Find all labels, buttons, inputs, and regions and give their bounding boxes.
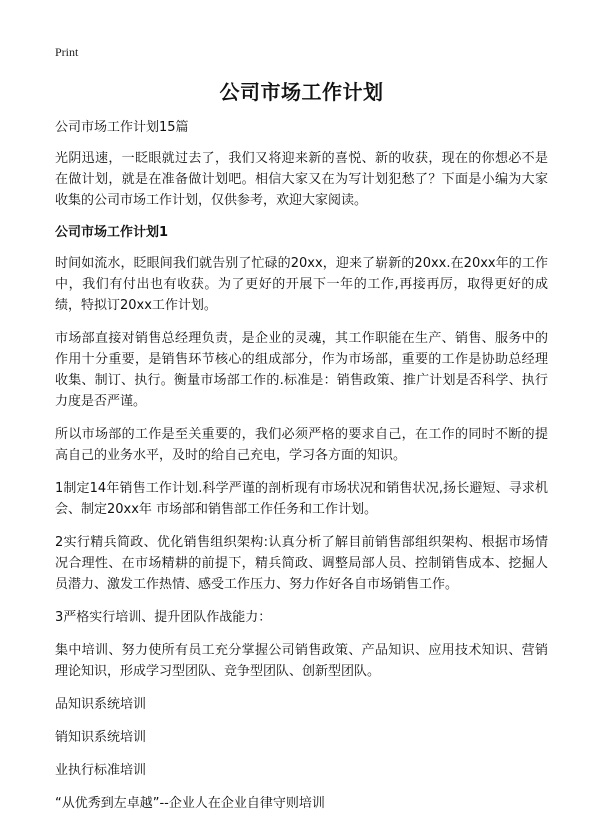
- list-item: 业执行标准培训: [55, 763, 147, 778]
- body-paragraph: 时间如流水，眨眼间我们就告别了忙碌的20xx，迎来了崭新的20xx.在20xx年的工作中，我们有付出也有收获。为了更好的开展下一年的工作,再接再厉，取得更好的成绩，特拟订20xx工作计划。: [55, 256, 548, 313]
- list-item: 销知识系统培训: [55, 730, 147, 745]
- body-paragraph: 所以市场部的工作是至关重要的，我们必须严格的要求自己，在工作的同时不断的提高自己的业务水平，及时的给自己充电，学习各方面的知识。: [55, 427, 548, 463]
- list-item: “从优秀到左卓越”--企业人在企业自律守则培训: [55, 796, 325, 811]
- body-paragraph: 集中培训、努力使所有员工充分掌握公司销售政策、产品知识、应用技术知识、营销理论知识，形成学习型团队、竞争型团队、创新型团队。: [55, 643, 548, 679]
- section-heading: 公司市场工作计划1: [55, 225, 169, 240]
- body-paragraph: 市场部直接对销售总经理负责，是企业的灵魂，其工作职能在生产、销售、服务中的作用十分重要，是销售环节核心的组成部分，作为市场部，重要的工作是协助总经理收集、制订、执行。衡量市场部工作的.标准是：销售政策、推广计划是否科学、执行力度是否严谨。: [55, 331, 548, 409]
- body-paragraph: 2实行精兵简政、优化销售组织架构:认真分析了解目前销售部组织架构、根据市场情况合理性、在市场精耕的前提下，精兵简政、调整局部人员、控制销售成本、挖掘人员潜力、激发工作热情、感受工作压力、努力作好各自市场销售工作。: [55, 535, 548, 592]
- body-paragraph: 1制定14年销售工作计划.科学严谨的剖析现有市场状况和销售状况,扬长避短、寻求机会、制定20xx年 市场部和销售部工作任务和工作计划。: [55, 481, 548, 517]
- print-link[interactable]: Print: [55, 45, 79, 59]
- intro-paragraph: 光阴迅速，一眨眼就过去了，我们又将迎来新的喜悦、新的收获，现在的你想必不是在做计划，就是在准备做计划吧。相信大家又在为写计划犯愁了？下面是小编为大家收集的公司市场工作计划，仅供参考，欢迎大家阅读。: [55, 151, 548, 208]
- list-item: 品知识系统培训: [55, 697, 147, 712]
- document-subtitle: 公司市场工作计划15篇: [55, 120, 189, 135]
- page-title: 公司市场工作计划: [219, 80, 384, 104]
- body-paragraph: 3严格实行培训、提升团队作战能力：: [55, 610, 272, 625]
